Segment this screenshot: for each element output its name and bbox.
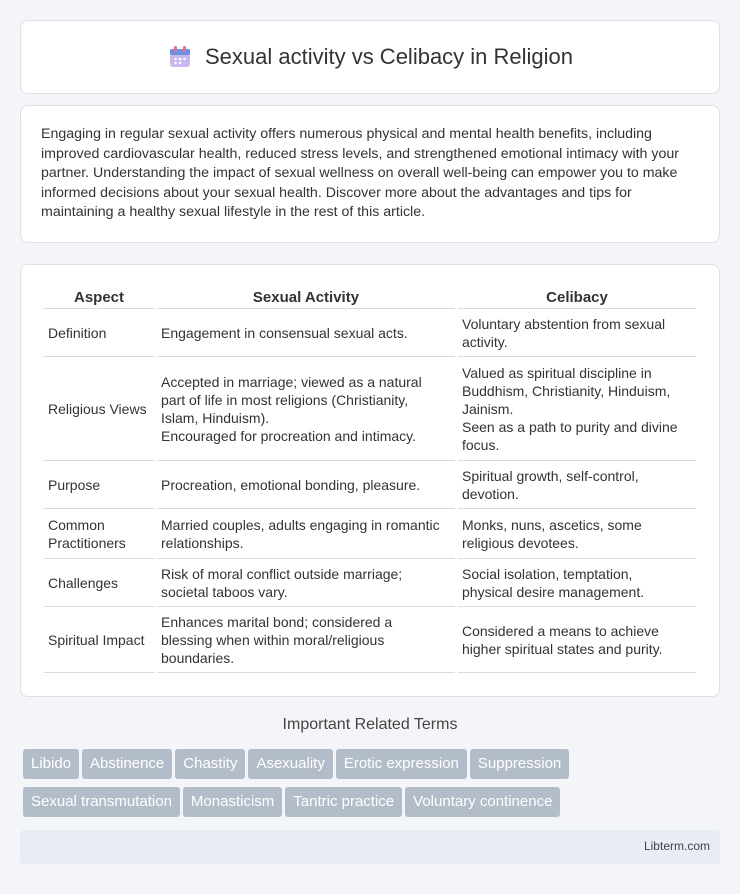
intro-line: informed decisions about your sexual health. Discover more about the advantages and tips for bbox=[41, 184, 632, 201]
table-header-row bbox=[44, 283, 696, 309]
related-term-tag[interactable]: Asexuality bbox=[248, 749, 332, 779]
intro-line: improved cardiovascular health, reduced stress levels, and strengthened emotional intimacy with your bbox=[41, 145, 679, 162]
footer-site[interactable]: Libterm.com bbox=[643, 839, 710, 853]
related-term-tag[interactable]: Libido bbox=[23, 749, 79, 779]
related-term-tag[interactable]: Tantric practice bbox=[285, 787, 402, 817]
cell-text: blessing when within moral/religious bbox=[161, 631, 385, 648]
cell-text: Purpose bbox=[48, 476, 101, 493]
cell-text: physical desire management. bbox=[462, 583, 645, 600]
cell-celibacy bbox=[458, 607, 696, 673]
cell-text: Risk of moral conflict outside marriage; bbox=[161, 565, 403, 582]
calendar-icon bbox=[167, 44, 193, 70]
cell-text: higher spiritual states and purity. bbox=[462, 640, 663, 657]
cell-text: Procreation, emotional bonding, pleasure. bbox=[161, 476, 421, 493]
cell-aspect bbox=[44, 461, 154, 509]
cell-text: Buddhism, Christianity, Hinduism, bbox=[462, 382, 671, 399]
cell-celibacy bbox=[458, 509, 696, 559]
cell-text: devotion. bbox=[462, 485, 519, 502]
cell-text: Valued as spiritual discipline in bbox=[462, 364, 652, 381]
page-title: Sexual activity vs Celibacy in Religion bbox=[204, 44, 574, 69]
table-row bbox=[44, 357, 696, 461]
cell-text: Social isolation, temptation, bbox=[462, 565, 633, 582]
cell-text: activity. bbox=[462, 333, 508, 350]
cell-text: Accepted in marriage; viewed as a natural bbox=[161, 373, 422, 390]
table-row bbox=[44, 309, 696, 357]
cell-text: Common bbox=[48, 516, 105, 533]
cell-celibacy bbox=[458, 461, 696, 509]
related-terms-title: Important Related Terms bbox=[282, 716, 458, 733]
cell-text: Monks, nuns, ascetics, some bbox=[462, 516, 642, 533]
cell-text: Seen as a path to purity and divine bbox=[462, 418, 678, 435]
table-row bbox=[44, 461, 696, 509]
related-term-tag[interactable]: Voluntary continence bbox=[405, 787, 560, 817]
intro-line: partner. Understanding the impact of sexual wellness on overall well-being can empower you to make bbox=[41, 165, 678, 182]
header-celibacy: Celibacy bbox=[458, 283, 696, 309]
related-term-tag[interactable]: Suppression bbox=[470, 749, 569, 779]
related-term-tag[interactable]: Erotic expression bbox=[336, 749, 467, 779]
intro-card bbox=[20, 105, 720, 243]
cell-text: Spiritual growth, self-control, bbox=[462, 467, 639, 484]
cell-text: Considered a means to achieve bbox=[462, 622, 659, 639]
cell-text: Practitioners bbox=[48, 534, 126, 551]
cell-aspect bbox=[44, 357, 154, 461]
cell-aspect bbox=[44, 607, 154, 673]
cell-sexual bbox=[157, 309, 455, 357]
cell-text: relationships. bbox=[161, 534, 244, 551]
related-term-tag[interactable]: Chastity bbox=[175, 749, 245, 779]
cell-text: religious devotees. bbox=[462, 534, 579, 551]
comparison-table bbox=[41, 283, 699, 673]
related-terms-list bbox=[23, 749, 723, 825]
table-row bbox=[44, 509, 696, 559]
comparison-table-card bbox=[20, 264, 720, 697]
intro-line: Engaging in regular sexual activity offers numerous physical and mental health benefits, including bbox=[41, 126, 652, 142]
cell-text: Jainism. bbox=[462, 400, 514, 417]
cell-text: Voluntary abstention from sexual bbox=[462, 315, 666, 332]
cell-aspect bbox=[44, 309, 154, 357]
header-sexual-activity: Sexual Activity bbox=[157, 283, 455, 309]
cell-celibacy bbox=[458, 357, 696, 461]
related-term-tag[interactable]: Monasticism bbox=[183, 787, 282, 817]
intro-paragraph bbox=[41, 125, 699, 223]
cell-aspect bbox=[44, 509, 154, 559]
cell-celibacy bbox=[458, 309, 696, 357]
intro-line: maintaining a healthy sexual lifestyle in the rest of this article. bbox=[41, 204, 426, 221]
cell-sexual bbox=[157, 509, 455, 559]
cell-text: Challenges bbox=[48, 574, 119, 591]
cell-text: part of life in most religions (Christianity, bbox=[161, 391, 409, 408]
cell-sexual bbox=[157, 607, 455, 673]
title-card bbox=[20, 20, 720, 94]
cell-aspect bbox=[44, 559, 154, 607]
cell-text: Islam, Hinduism). bbox=[161, 409, 270, 426]
cell-sexual bbox=[157, 357, 455, 461]
cell-text: Definition bbox=[48, 324, 107, 341]
cell-text: Married couples, adults engaging in romantic bbox=[161, 516, 440, 533]
table-row bbox=[44, 607, 696, 673]
cell-text: Engagement in consensual sexual acts. bbox=[161, 324, 408, 341]
cell-text: Spiritual Impact bbox=[48, 631, 145, 648]
related-term-tag[interactable]: Abstinence bbox=[82, 749, 172, 779]
cell-text: Encouraged for procreation and intimacy. bbox=[161, 427, 416, 444]
cell-celibacy bbox=[458, 559, 696, 607]
table-row bbox=[44, 559, 696, 607]
footer bbox=[20, 830, 720, 864]
related-term-tag[interactable]: Sexual transmutation bbox=[23, 787, 180, 817]
cell-text: societal taboos vary. bbox=[161, 583, 288, 600]
cell-text: focus. bbox=[462, 436, 500, 453]
cell-text: Enhances marital bond; considered a bbox=[161, 613, 393, 630]
cell-sexual bbox=[157, 559, 455, 607]
cell-text: boundaries. bbox=[161, 649, 235, 666]
cell-text: Religious Views bbox=[48, 400, 147, 417]
cell-sexual bbox=[157, 461, 455, 509]
header-aspect: Aspect bbox=[44, 283, 154, 309]
